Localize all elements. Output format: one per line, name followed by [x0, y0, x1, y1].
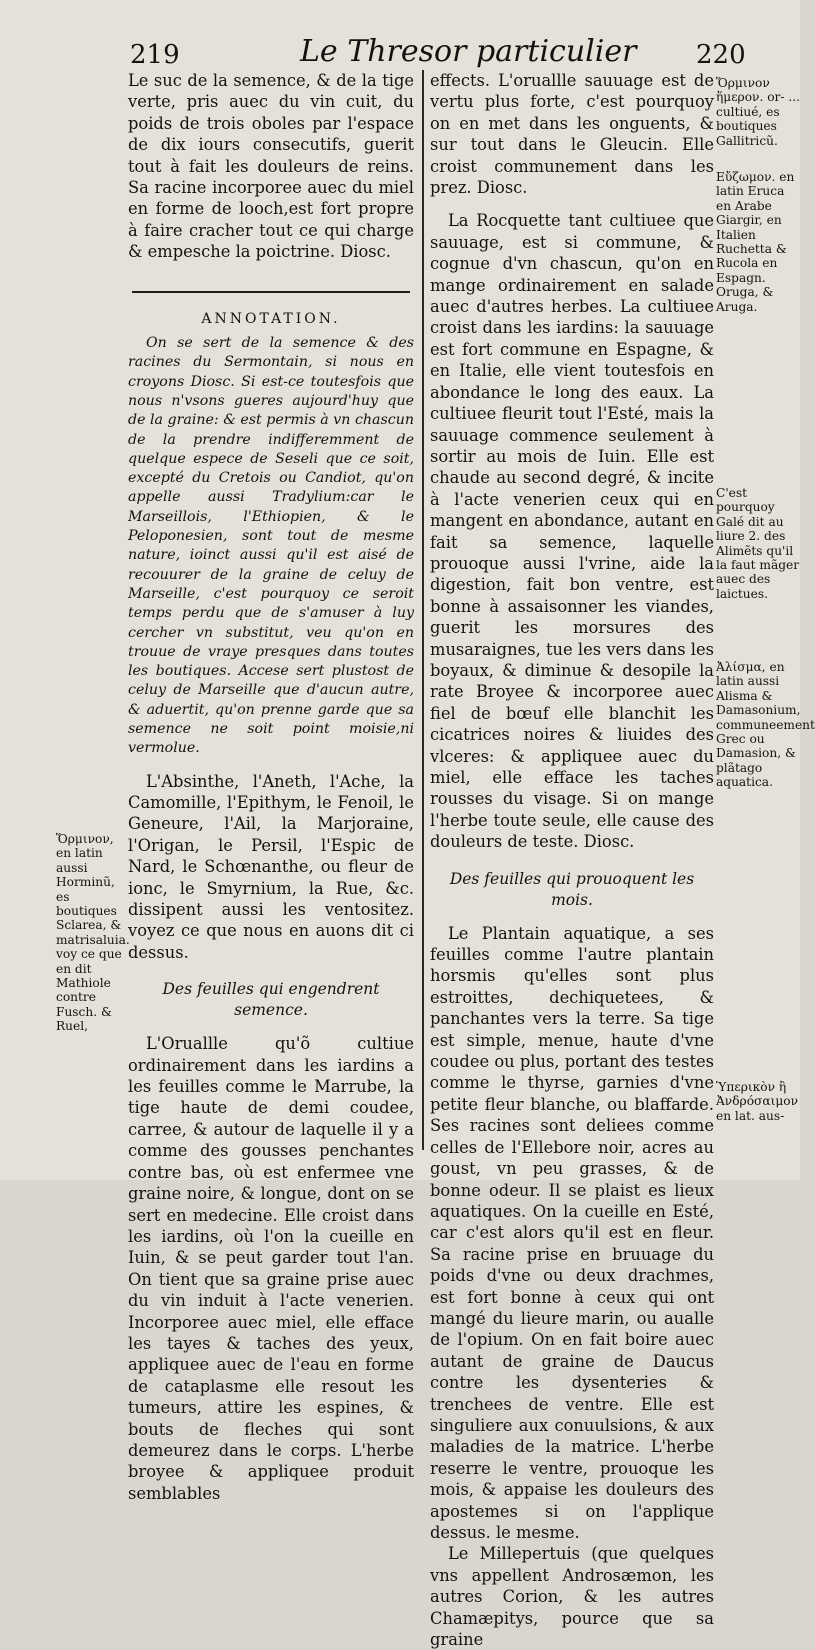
running-title: Le Thresor particulier: [300, 34, 637, 69]
margin-note-right-2: Εὔζωμον. en latin Eruca en Arabe Giargir, en Italien Ruchetta & Rucola en Espagn. Oruga, & Aruga.: [716, 170, 795, 314]
margin-note-left-1: Ὅρμινον, en latin aussi Horminũ, es boutiques Sclarea, & matrisaluia. voy ce que en dit Mathiole contre Fusch. & Ruel,: [56, 832, 130, 1034]
section-title-left: Des feuilles qui engendrent semence.: [162, 980, 380, 1020]
margin-note-right-1: Ὅρμινον ἥμερον. or- ... cultiué, es boutiques Gallitricũ.: [716, 76, 800, 148]
column-divider: [422, 70, 424, 1150]
annotation-heading: ANNOTATION.: [201, 310, 341, 327]
page-number-left: 219: [130, 40, 180, 70]
margin-note-right-4: Ἀλίσμα, en latin aussi Alisma & Damasonium, communeement Grec ou Damasion, & plãtago aquatica.: [716, 660, 815, 790]
plantain-paragraph: Le Plantain aquatique, a ses feuilles comme l'autre plantain horsmis qu'elles sont plus estroittes, dechiquetees, & panchantes vers la terre. Sa tige est simple, menue, haute d'vne coudee ou plus, portant des testes comme le thyrse, garnies d'vne petite fleur blanche, ou blaffarde. Ses racines sont deliees comme celles de l'Ellebore noir, acres au goust, vn peu grasses, & de bonne odeur. Il se plaist es lieux aquatiques. On la cueille en Esté, car c'est alors qu'il est en fleur. Sa racine prise en bruuage du poids d'vne ou deux drachmes, est fort bonne à ceux qui ont mangé du lieure marin, ou aualle de l'opium. On en fait boire auec autant de graine de Daucus contre les dysenteries & trenchees de ventre. Elle est singuliere aux conuulsions, & aux maladies de la matrice. L'herbe reserre le ventre, prouoque les mois, & appaise les douleurs des apostemes si on l'applique dessus. le mesme.: [430, 923, 714, 1542]
right-column: [430, 70, 714, 1650]
annotation-rule: [132, 291, 410, 293]
list-paragraph: L'Absinthe, l'Aneth, l'Ache, la Camomille, l'Epithym, le Fenoil, le Geneure, l'Ail, la Marjoraine, l'Origan, le Persil, l'Espic de Nard, le Schœnanthe, ou fleur de ionc, le Smyrnium, la Rue, &c. dissipent aussi les ventositez. voyez ce que nous en auons dit ci dessus.: [128, 771, 414, 962]
left-column: [128, 70, 414, 1504]
roquette-paragraph: La Rocquette tant cultiuee que sauuage, est si commune, & cognue d'vn chascun, qu'on en mange ordinairement en salade auec d'autres herbes. La cultiuee croist dans les iardins: la sauuage est fort commune en Espagne, & en Italie, elle vient toutesfois en abondance le long des eaux. La cultiuee fleurit tout l'Esté, mais la sauuage commence seulement à sortir au mois de Iuin. Elle est chaude au second degré, & incite à l'acte venerien ceux qui en mangent en abondance, autant en fait sa semence, laquelle prouoque aussi l'vrine, aide la digestion, fait bon ventre, est bonne à assaisonner les viandes, guerit les morsures des musaraignes, tue les vers dans les boyaux, & diminue & desopile la rate Broyee & incorporee auec fiel de bœuf elle blanchit les cicatrices noires & liuides des vlceres: & appliquee auec du miel, elle efface les taches rousses du visage. Si on mange l'herbe toute seule, elle cause des douleurs de teste. Diosc.: [430, 211, 714, 852]
page-number-right: 220: [696, 40, 746, 70]
page-header: [0, 34, 800, 74]
right-top-paragraph: effects. L'oruallle sauuage est de vertu plus forte, c'est pourquoy on en met dans les onguents, & sur tout dans le Gleucin. Elle croist communement dans les prez. Diosc.: [430, 71, 714, 198]
left-top-paragraph: Le suc de la semence, & de la tige verte, pris auec du vin cuit, du poids de trois oboles par l'espace de dix iours consecutifs, guerit tout à fait les douleurs de reins. Sa racine incorporee auec du miel en forme de looch,est fort propre à faire cracher tout ce qui charge & empesche la poictrine. Diosc.: [128, 71, 414, 262]
annotation-text: On se sert de la semence & des racines du Sermontain, si nous en croyons Diosc. Si est-ce toutesfois que nous n'vsons gueres aujourd'huy que de la graine: & est permis à vn chascun de la prendre indifferemment de quelque espece de Seseli que ce soit, excepté du Cretois ou Candiot, qu'on appelle aussi Tradylium:car le Marseillois, l'Ethiopien, & le Peloponesien, sont tout de mesme nature, ioinct aussi qu'il est aisé de recouurer de la graine de celuy de Marseille, c'est pourquoy ce seroit temps perdu que de s'amuser à luy cercher vn substitut, veu qu'on en trouue de vraye presques dans toutes les boutiques. Accese sert plustost de celuy de Marseille que d'aucun autre, & aduertit, qu'on prenne garde que sa semence ne soit point moisie,ni vermolue.: [128, 335, 414, 757]
section-title-right: Des feuilles qui prouoquent les mois.: [449, 869, 695, 909]
millepertuis-paragraph: Le Millepertuis (que quelques vns appellent Androsæmon, les autres Corion, & les autres Chamæpitys, pource que sa graine: [430, 1544, 714, 1650]
section-text-left: L'Oruallle qu'õ cultiue ordinairement dans les iardins a les feuilles comme le Marrube, la tige haute de demi coudee, carree, & autour de laquelle il y a comme des gousses penchantes contre bas, où est enfermee vne graine noire, & longue, dont on se sert en medecine. Elle croist dans les iardins, où l'on la cueille en Iuin, & se peut garder tout l'an. On tient que sa graine prise auec du vin induit à l'acte venerien. Incorporee auec miel, elle efface les tayes & taches des yeux, appliquee auec de l'eau en forme de cataplasme elle resout les tumeurs, attire les espines, & bouts de fleches qui sont demeurez dans le corps. L'herbe broyee & appliquee produit semblables: [128, 1034, 414, 1503]
margin-note-right-3: C'est pourquoy Galé dit au liure 2. des Alimẽts qu'il la faut mãger auec des laictues.: [716, 486, 800, 601]
margin-note-right-5: Ὑπερικὸν ἢ Ἀνδρόσαιμον en lat. aus-: [716, 1080, 799, 1123]
